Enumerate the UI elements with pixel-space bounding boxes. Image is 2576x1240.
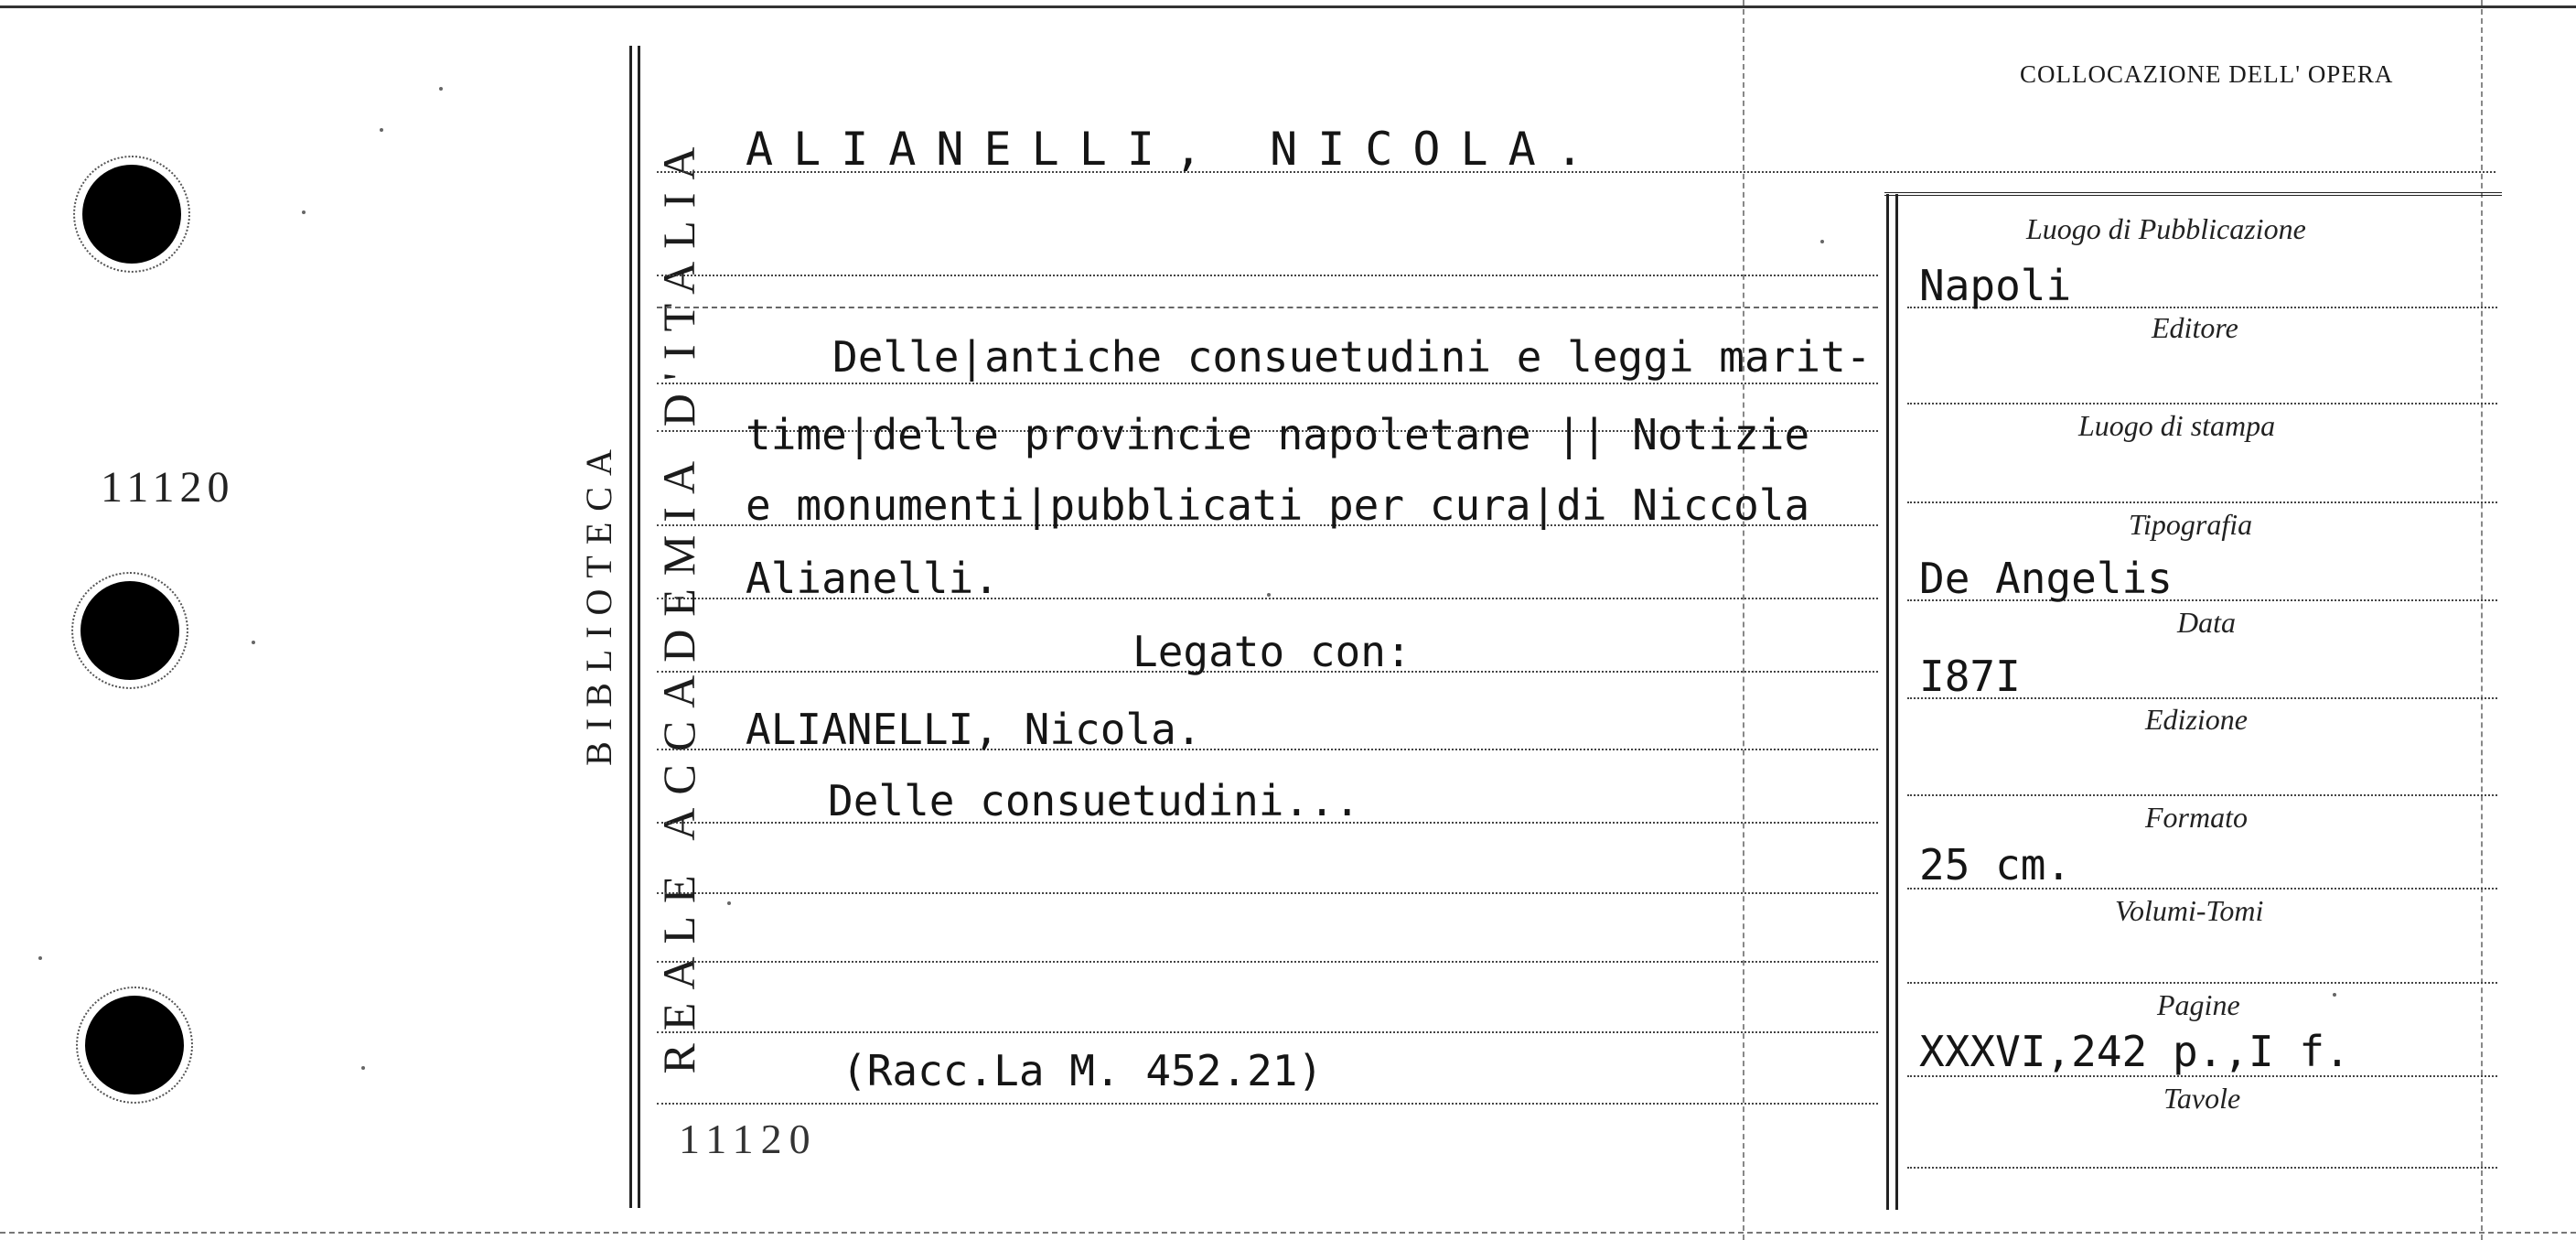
- scan-speck: [1820, 240, 1824, 243]
- field-label-plates: Tavole: [2163, 1082, 2241, 1115]
- bound-with-label: Legato con:: [1132, 627, 1411, 676]
- field-value-place-of-publication: Napoli: [1919, 261, 2072, 310]
- scan-speck: [302, 210, 306, 214]
- field-label-place-of-publication: Luogo di Pubblicazione: [2026, 212, 2306, 245]
- scan-speck: [361, 1066, 365, 1070]
- field-label-format: Formato: [2145, 801, 2248, 834]
- field-label-pages: Pagine: [2157, 988, 2240, 1021]
- field-label-printer: Tipografia: [2129, 508, 2253, 541]
- right-box-rule-inner: [1895, 194, 1898, 1210]
- field-line: [1907, 794, 2497, 796]
- field-line: [1907, 1167, 2497, 1169]
- card-top-edge: [0, 5, 2576, 8]
- library-name: BIBLIOTECA: [578, 438, 619, 766]
- ruled-line: [657, 307, 1878, 308]
- title-line: e monumenti|pubblicati per cura|di Niccola: [746, 480, 1810, 530]
- scan-speck: [1267, 593, 1271, 597]
- collocation-header: COLLOCAZIONE DELL' OPERA: [2020, 60, 2394, 88]
- left-margin-rule-inner: [638, 46, 640, 1208]
- card-bottom-edge: [0, 1232, 2576, 1234]
- field-label-edition: Edizione: [2145, 703, 2248, 736]
- punch-hole-middle: [80, 581, 179, 680]
- side-accession-number: 11120: [101, 463, 235, 512]
- field-label-volumes: Volumi-Tomi: [2115, 894, 2264, 927]
- scan-speck: [2333, 993, 2336, 997]
- right-box-top-rule: [1884, 192, 2502, 196]
- fold-line-center: [1743, 0, 1744, 1240]
- field-label-place-of-printing: Luogo di stampa: [2078, 409, 2276, 442]
- title-line: time|delle provincie napoletane || Notizie: [746, 410, 1810, 459]
- ruled-line: [657, 383, 1878, 384]
- field-value-pages: XXXVI,242 p.,I f.: [1919, 1027, 2350, 1076]
- title-line: Alianelli.: [746, 554, 999, 603]
- ruled-line: [657, 961, 1878, 963]
- field-line: [1907, 403, 2497, 404]
- ruled-line: [657, 1103, 1878, 1105]
- fold-line-right: [2481, 0, 2483, 1240]
- right-box-rule: [1886, 194, 1889, 1210]
- collection-note: (Racc.La M. 452.21): [842, 1046, 1324, 1095]
- field-line: [1907, 501, 2497, 503]
- scan-speck: [252, 641, 255, 644]
- punch-hole-top: [82, 165, 181, 264]
- author-heading: ALIANELLI, NICOLA.: [746, 123, 1604, 176]
- field-value-date: I87I: [1919, 652, 2021, 701]
- ruled-line: [657, 275, 1878, 276]
- scan-speck: [380, 128, 383, 132]
- ruled-line: [657, 892, 1878, 894]
- scan-speck: [439, 87, 443, 91]
- bound-with-author: ALIANELLI, Nicola.: [746, 705, 1202, 754]
- field-label-publisher: Editore: [2152, 311, 2238, 344]
- shelf-number: 11120: [679, 1116, 818, 1162]
- punch-hole-bottom: [85, 996, 184, 1094]
- scan-speck: [38, 956, 42, 960]
- ruled-line: [657, 1031, 1878, 1033]
- bound-with-title: Delle consuetudini...: [828, 776, 1360, 825]
- field-label-date: Data: [2177, 606, 2236, 639]
- field-line: [1907, 982, 2497, 984]
- field-value-printer: De Angelis: [1919, 554, 2173, 603]
- field-value-format: 25 cm.: [1919, 840, 2072, 890]
- scan-speck: [727, 901, 731, 905]
- institution-name: REALE ACCADEMIA D'ITALIA: [653, 134, 704, 1074]
- title-line: Delle|antiche consuetudini e leggi marit-: [832, 332, 1872, 382]
- left-margin-rule: [629, 46, 632, 1208]
